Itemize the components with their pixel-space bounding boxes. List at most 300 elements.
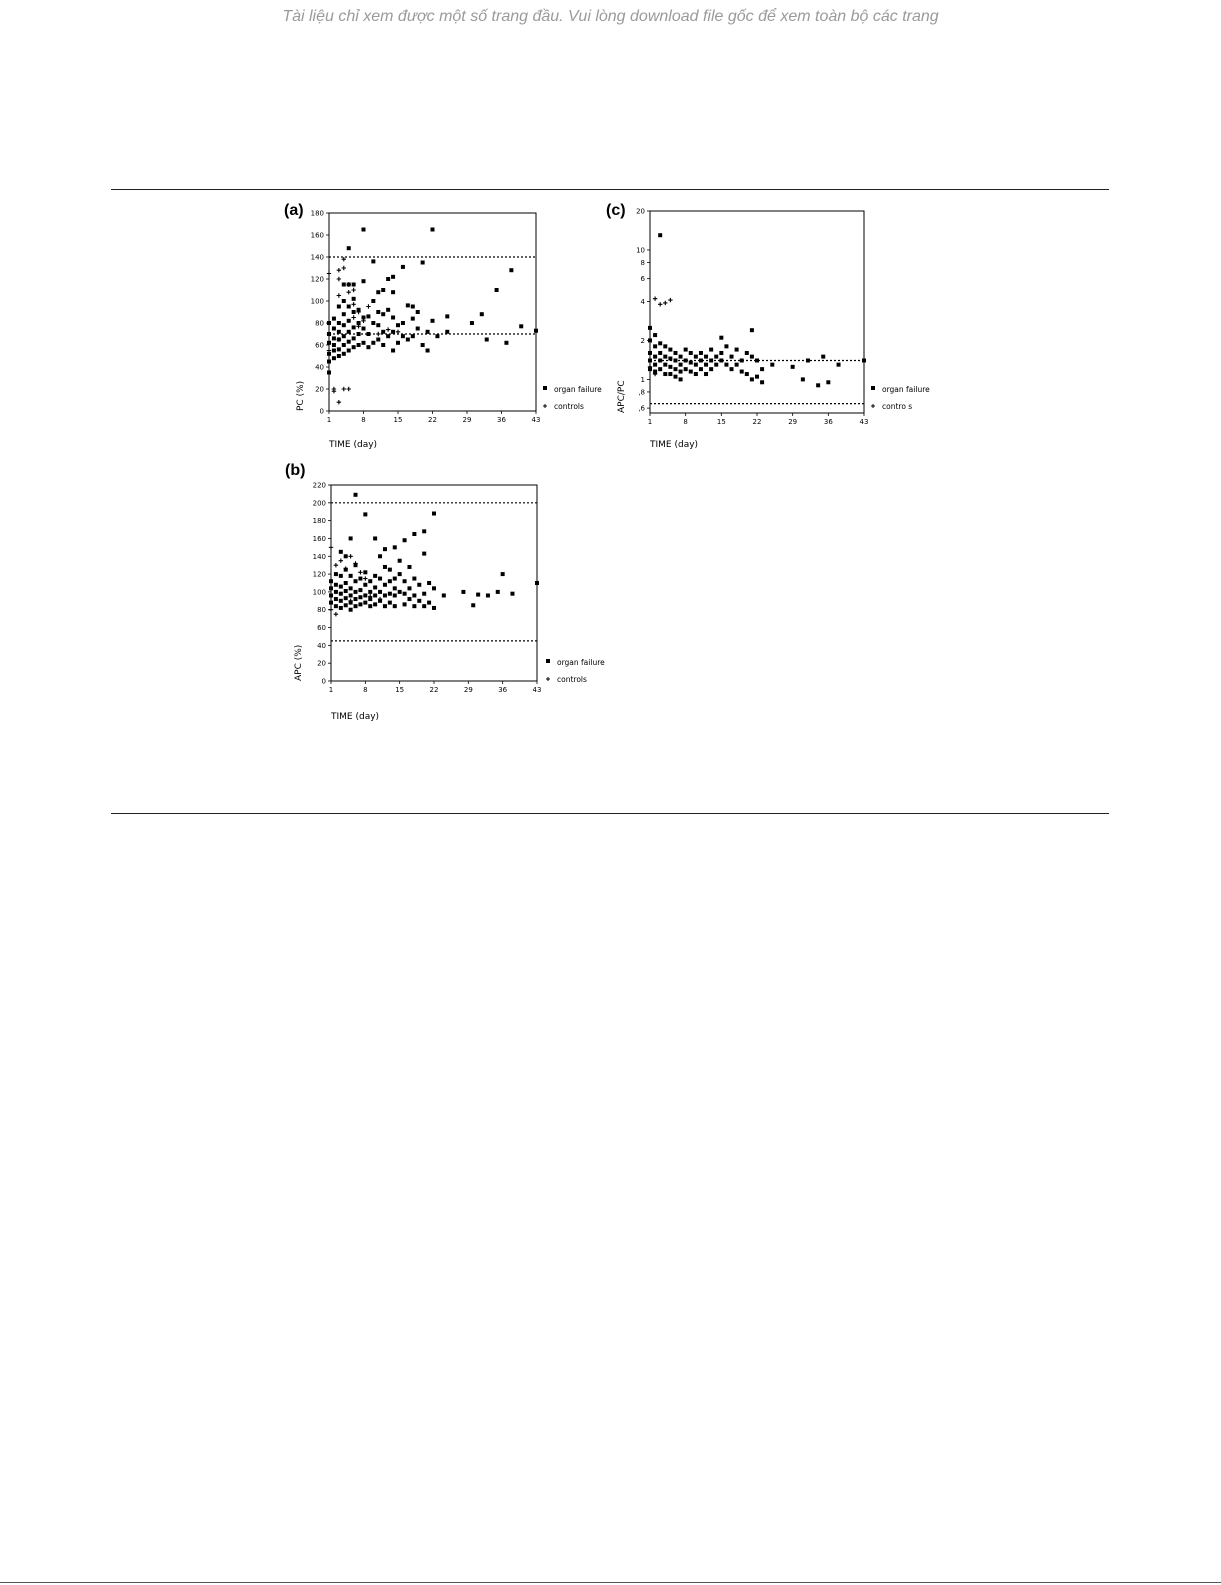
data-point-organ-failure [421,261,425,265]
data-point-organ-failure [821,355,825,359]
data-point-organ-failure [755,375,759,379]
y-tick-label: 10 [636,246,645,255]
data-point-organ-failure [352,283,356,287]
data-point-organ-failure [342,334,346,338]
data-point-organ-failure [371,321,375,325]
data-point-control [358,570,362,574]
data-point-organ-failure [329,586,333,590]
data-point-organ-failure [371,259,375,263]
data-point-organ-failure [334,572,338,576]
data-point-organ-failure [663,372,667,376]
data-point-organ-failure [376,323,380,327]
data-point-organ-failure [347,330,351,334]
data-point-organ-failure [329,601,333,605]
data-point-organ-failure [422,552,426,556]
data-point-control [337,293,341,297]
data-point-organ-failure [735,348,739,352]
data-point-organ-failure [510,592,514,596]
legend-marker-plus [871,404,875,408]
data-point-organ-failure [862,358,866,362]
data-point-organ-failure [431,319,435,323]
data-point-organ-failure [393,604,397,608]
data-point-organ-failure [445,330,449,334]
x-tick-label: 43 [859,418,869,426]
data-point-organ-failure [337,305,341,309]
y-tick-label: 20 [317,659,326,668]
data-point-organ-failure [332,349,336,353]
data-point-organ-failure [363,593,367,597]
data-point-organ-failure [495,288,499,292]
y-tick-label: 120 [312,570,326,579]
data-point-organ-failure [519,324,523,328]
data-point-organ-failure [366,332,370,336]
data-point-organ-failure [391,316,395,320]
data-point-organ-failure [673,367,677,371]
data-point-organ-failure [730,367,734,371]
data-point-organ-failure [719,358,723,362]
data-point-organ-failure [740,358,744,362]
data-point-organ-failure [352,310,356,314]
data-point-control [337,400,341,404]
data-point-organ-failure [363,570,367,574]
data-point-organ-failure [398,559,402,563]
data-point-control [363,576,367,580]
data-point-organ-failure [373,602,377,606]
data-point-organ-failure [806,358,810,362]
data-point-organ-failure [388,579,392,583]
data-point-organ-failure [354,579,358,583]
legend-marker-square [871,386,875,390]
data-point-organ-failure [648,326,652,330]
data-point-control [351,315,355,319]
x-tick-label: 29 [788,418,798,426]
data-point-organ-failure [354,604,358,608]
data-point-organ-failure [411,305,415,309]
data-point-organ-failure [740,370,744,374]
data-point-organ-failure [704,355,708,359]
data-point-organ-failure [412,604,416,608]
data-point-organ-failure [358,595,362,599]
data-point-organ-failure [750,355,754,359]
data-point-organ-failure [427,581,431,585]
data-point-organ-failure [393,577,397,581]
data-point-organ-failure [339,592,343,596]
data-point-organ-failure [386,277,390,281]
data-point-organ-failure [391,290,395,294]
data-point-organ-failure [334,597,338,601]
data-point-organ-failure [383,593,387,597]
data-point-organ-failure [363,512,367,516]
data-point-organ-failure [334,590,338,594]
data-point-organ-failure [837,363,841,367]
data-point-organ-failure [663,355,667,359]
x-tick-label: 8 [363,686,368,694]
data-point-control [342,266,346,270]
data-point-organ-failure [339,550,343,554]
data-point-organ-failure [344,596,348,600]
x-axis-label: TIME (day) [329,440,378,450]
legend-label: organ failure [554,385,602,394]
data-point-organ-failure [403,579,407,583]
data-point-organ-failure [431,228,435,232]
data-point-control [347,290,351,294]
data-point-organ-failure [648,358,652,362]
data-point-organ-failure [362,327,366,331]
legend-label: organ failure [882,385,930,394]
data-point-organ-failure [339,599,343,603]
y-tick-label: 0 [319,407,324,416]
x-tick-label: 15 [393,416,403,424]
data-point-organ-failure [406,338,410,342]
data-point-organ-failure [407,586,411,590]
data-point-organ-failure [381,330,385,334]
y-tick-label: 2 [640,336,645,345]
data-point-organ-failure [357,343,361,347]
data-point-organ-failure [349,586,353,590]
data-point-organ-failure [694,372,698,376]
data-point-organ-failure [383,547,387,551]
data-point-organ-failure [368,590,372,594]
data-point-organ-failure [663,344,667,348]
data-point-organ-failure [371,299,375,303]
data-point-organ-failure [653,344,657,348]
panel-letter: (a) [284,202,304,219]
data-point-organ-failure [412,593,416,597]
data-point-organ-failure [386,308,390,312]
y-tick-label: 60 [315,341,324,350]
data-point-organ-failure [724,363,728,367]
data-point-organ-failure [445,314,449,318]
data-point-organ-failure [373,574,377,578]
data-point-organ-failure [422,529,426,533]
data-point-organ-failure [668,348,672,352]
data-point-organ-failure [735,363,739,367]
data-point-organ-failure [332,343,336,347]
y-tick-label: 120 [310,275,324,284]
data-point-organ-failure [411,317,415,321]
data-point-organ-failure [347,319,351,323]
x-tick-label: 8 [683,418,688,426]
data-point-organ-failure [714,355,718,359]
data-point-organ-failure [663,363,667,367]
data-point-organ-failure [704,363,708,367]
x-tick-label: 22 [429,686,439,694]
data-point-organ-failure [342,343,346,347]
y-tick-label: 1 [640,375,645,384]
data-point-organ-failure [373,536,377,540]
data-point-organ-failure [332,336,336,340]
data-point-control [327,271,331,275]
data-point-organ-failure [373,593,377,597]
data-point-organ-failure [694,363,698,367]
data-point-organ-failure [354,590,358,594]
data-point-organ-failure [501,572,505,576]
data-point-organ-failure [750,328,754,332]
data-point-organ-failure [658,233,662,237]
data-point-organ-failure [393,545,397,549]
x-tick-label: 8 [361,416,366,424]
data-point-organ-failure [689,351,693,355]
data-point-organ-failure [349,593,353,597]
data-point-organ-failure [403,602,407,606]
data-point-organ-failure [699,367,703,371]
data-point-organ-failure [412,577,416,581]
y-tick-label: 80 [317,606,326,615]
data-point-organ-failure [770,363,774,367]
data-point-control [347,387,351,391]
x-tick-label: 1 [328,686,334,694]
data-point-organ-failure [383,604,387,608]
data-point-organ-failure [407,597,411,601]
y-tick-label: 160 [312,534,326,543]
data-point-organ-failure [486,593,490,597]
legend-label: controls [557,675,587,684]
data-point-organ-failure [344,581,348,585]
data-point-organ-failure [403,592,407,596]
data-point-organ-failure [339,574,343,578]
data-point-organ-failure [432,512,436,516]
data-point-control [351,302,355,306]
data-point-control [376,332,380,336]
x-tick-label: 43 [531,416,541,424]
data-point-organ-failure [750,377,754,381]
y-axis-label: APC/PC [617,380,627,413]
data-point-organ-failure [504,341,508,345]
y-tick-label: ,8 [638,388,645,397]
data-point-organ-failure [684,367,688,371]
data-point-control [348,554,352,558]
data-point-control [342,257,346,261]
data-point-organ-failure [648,351,652,355]
data-point-organ-failure [381,343,385,347]
data-point-organ-failure [406,303,410,307]
data-point-organ-failure [407,565,411,569]
data-point-organ-failure [347,305,351,309]
data-point-organ-failure [391,349,395,353]
data-point-organ-failure [342,352,346,356]
data-point-organ-failure [658,351,662,355]
x-tick-label: 15 [395,686,405,694]
data-point-control [386,327,390,331]
data-point-control [337,277,341,281]
data-point-organ-failure [730,355,734,359]
data-point-organ-failure [704,372,708,376]
data-point-organ-failure [699,351,703,355]
data-point-organ-failure [329,579,333,583]
x-tick-label: 36 [498,686,508,694]
y-tick-label: 60 [317,624,326,633]
legend-label: organ failure [557,658,605,667]
legend-label: controls [554,402,584,411]
plot-frame [650,211,864,413]
data-point-organ-failure [357,332,361,336]
data-point-organ-failure [509,268,513,272]
data-point-organ-failure [694,355,698,359]
data-point-organ-failure [673,351,677,355]
x-tick-label: 15 [716,418,726,426]
data-point-organ-failure [337,354,341,358]
data-point-control [329,608,333,612]
data-point-organ-failure [760,367,764,371]
data-point-organ-failure [826,380,830,384]
y-tick-label: 8 [640,259,645,268]
data-point-organ-failure [393,593,397,597]
data-point-organ-failure [381,312,385,316]
data-point-organ-failure [401,265,405,269]
data-point-control [658,302,662,306]
data-point-organ-failure [334,604,338,608]
data-point-organ-failure [658,367,662,371]
download-notice: Tài liệu chỉ xem được một số trang đầu. Vui lòng download file gốc để xem toàn bộ các trang [282,8,939,25]
panel-letter: (c) [606,202,626,219]
data-point-control [366,304,370,308]
y-axis-label: APC (%) [294,644,304,681]
data-point-organ-failure [426,330,430,334]
data-point-organ-failure [358,588,362,592]
y-tick-label: 160 [310,231,324,240]
data-point-organ-failure [403,538,407,542]
data-point-organ-failure [388,568,392,572]
data-point-organ-failure [378,554,382,558]
data-point-organ-failure [363,583,367,587]
data-point-organ-failure [349,608,353,612]
data-point-organ-failure [412,532,416,536]
data-point-organ-failure [347,340,351,344]
data-point-organ-failure [342,323,346,327]
data-point-organ-failure [461,590,465,594]
data-point-organ-failure [432,606,436,610]
y-tick-label: 0 [321,677,326,686]
data-point-organ-failure [745,351,749,355]
chart-panel-b [285,462,605,722]
data-point-organ-failure [471,603,475,607]
data-point-organ-failure [421,343,425,347]
data-point-organ-failure [755,358,759,362]
data-point-organ-failure [327,321,331,325]
y-tick-label: 4 [640,297,645,306]
data-point-organ-failure [373,585,377,589]
data-point-organ-failure [791,365,795,369]
data-point-organ-failure [391,275,395,279]
data-point-organ-failure [760,380,764,384]
x-tick-label: 29 [462,416,472,424]
data-point-organ-failure [388,601,392,605]
data-point-organ-failure [362,279,366,283]
data-point-organ-failure [699,358,703,362]
data-point-organ-failure [398,572,402,576]
y-tick-label: 180 [312,517,326,526]
data-point-organ-failure [339,585,343,589]
legend-marker-plus [546,677,550,681]
data-point-organ-failure [352,336,356,340]
data-point-organ-failure [337,330,341,334]
data-point-organ-failure [352,297,356,301]
x-tick-label: 1 [326,416,332,424]
data-point-organ-failure [417,583,421,587]
y-tick-label: 20 [315,385,324,394]
data-point-organ-failure [388,592,392,596]
data-point-organ-failure [684,358,688,362]
data-point-organ-failure [673,358,677,362]
data-point-organ-failure [391,330,395,334]
y-axis-label: PC (%) [296,380,306,411]
data-point-organ-failure [668,357,672,361]
data-point-organ-failure [432,586,436,590]
y-tick-label: 6 [640,275,645,284]
data-point-organ-failure [689,361,693,365]
data-point-organ-failure [393,586,397,590]
data-point-organ-failure [344,603,348,607]
data-point-control [342,387,346,391]
data-point-organ-failure [668,372,672,376]
data-point-organ-failure [435,334,439,338]
y-tick-label: 140 [312,552,326,561]
data-point-organ-failure [719,351,723,355]
data-point-organ-failure [334,583,338,587]
data-point-organ-failure [363,601,367,605]
data-point-organ-failure [724,344,728,348]
data-point-organ-failure [344,589,348,593]
data-point-organ-failure [337,321,341,325]
x-tick-label: 43 [532,686,542,694]
data-point-control [668,298,672,302]
data-point-organ-failure [658,358,662,362]
data-point-organ-failure [719,336,723,340]
data-point-organ-failure [358,577,362,581]
data-point-organ-failure [378,577,382,581]
data-point-control [329,545,333,549]
data-point-organ-failure [354,597,358,601]
data-point-control [653,297,657,301]
y-tick-label: 100 [310,297,324,306]
data-point-organ-failure [342,299,346,303]
data-point-organ-failure [426,349,430,353]
y-tick-label: 40 [317,641,326,650]
data-point-organ-failure [714,363,718,367]
y-tick-label: 100 [312,588,326,597]
data-point-organ-failure [709,348,713,352]
data-point-organ-failure [689,370,693,374]
data-point-organ-failure [358,602,362,606]
y-tick-label: ,6 [638,404,645,413]
x-tick-label: 22 [752,418,762,426]
data-point-organ-failure [327,371,331,375]
data-point-organ-failure [679,363,683,367]
data-point-organ-failure [366,345,370,349]
data-point-organ-failure [411,334,415,338]
data-point-control [339,559,343,563]
data-point-organ-failure [480,312,484,316]
data-point-organ-failure [376,290,380,294]
data-point-organ-failure [383,565,387,569]
data-point-control [396,330,400,334]
data-point-organ-failure [653,363,657,367]
legend-marker-plus [543,404,547,408]
data-point-organ-failure [347,246,351,250]
data-point-organ-failure [327,341,331,345]
data-point-organ-failure [535,581,539,585]
data-point-organ-failure [653,355,657,359]
data-point-organ-failure [376,310,380,314]
data-point-organ-failure [401,334,405,338]
data-point-organ-failure [332,327,336,331]
data-point-organ-failure [401,321,405,325]
x-tick-label: 36 [823,418,833,426]
chart-panel-c [606,202,930,450]
x-tick-label: 22 [428,416,437,424]
data-point-organ-failure [658,341,662,345]
data-point-organ-failure [816,383,820,387]
